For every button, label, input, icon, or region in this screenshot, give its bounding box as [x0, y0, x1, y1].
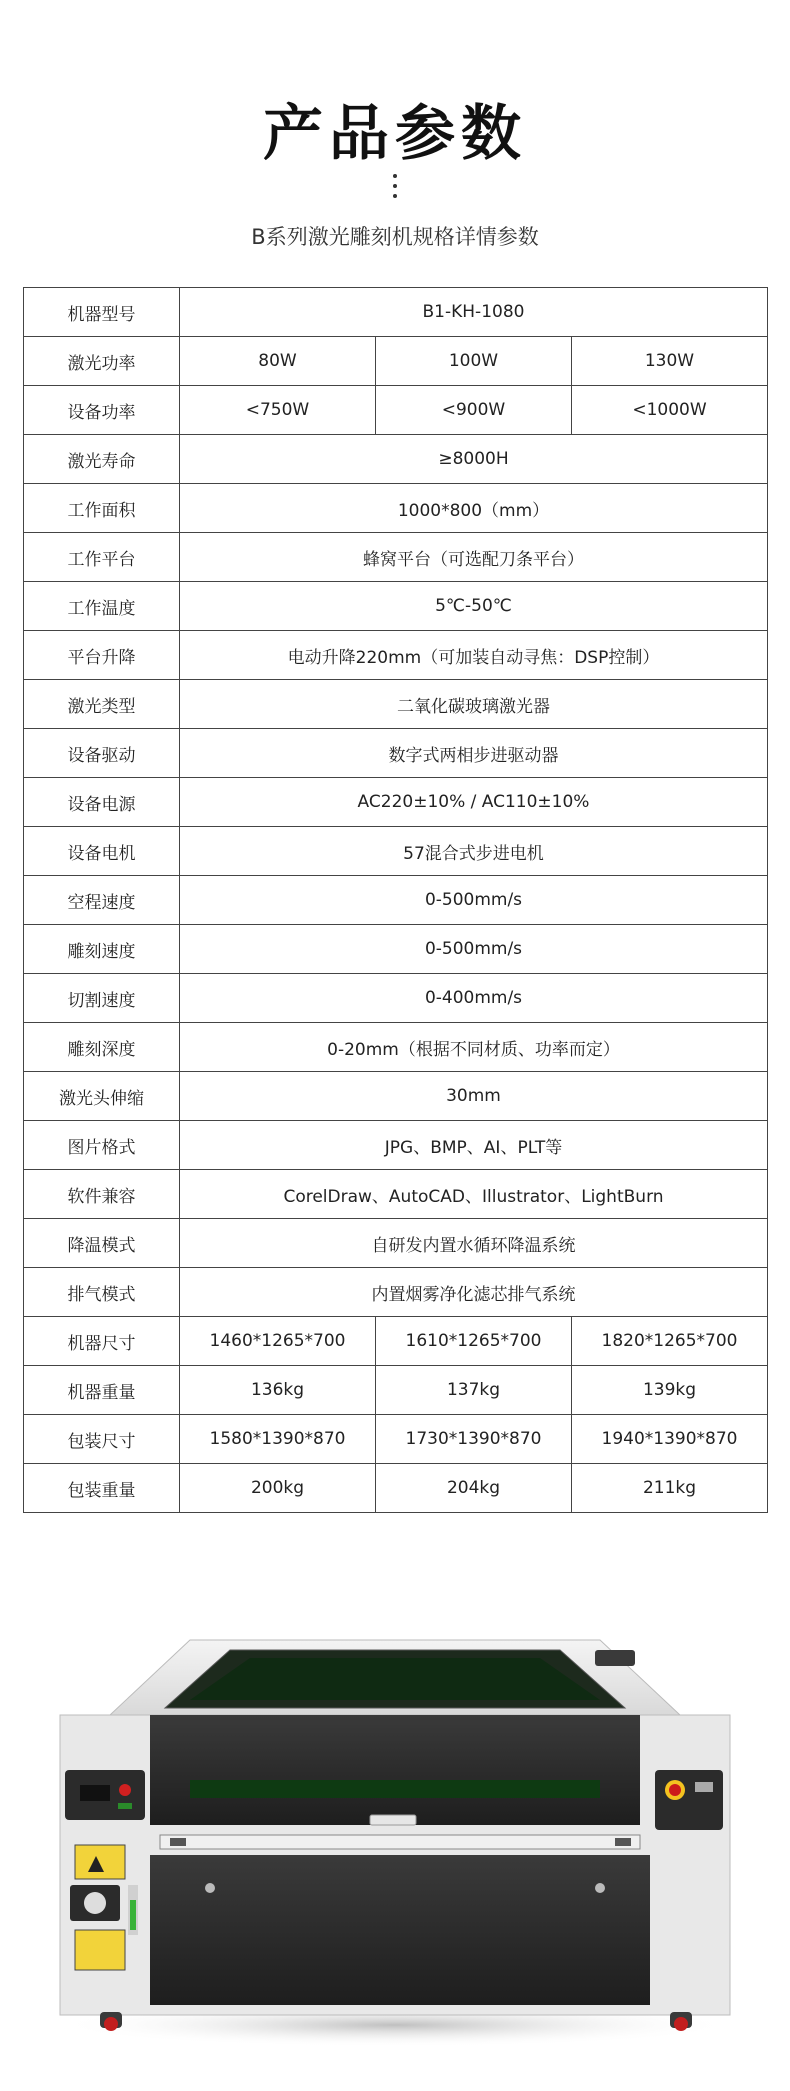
spec-label: 激光功率: [24, 337, 180, 386]
spec-row: [24, 1023, 768, 1072]
spec-label: 设备电机: [24, 827, 180, 876]
spec-row: [24, 386, 768, 435]
spec-value: B1-KH-1080: [180, 288, 768, 337]
spec-value: ≥8000H: [180, 435, 768, 484]
spec-label: 切割速度: [24, 974, 180, 1023]
spec-value: 1460*1265*700: [180, 1317, 376, 1366]
spec-value: 1000*800（mm）: [180, 484, 768, 533]
spec-value: 0-400mm/s: [180, 974, 768, 1023]
spec-value: 0-500mm/s: [180, 876, 768, 925]
spec-value: 蜂窝平台（可选配刀条平台）: [180, 533, 768, 582]
spec-row: [24, 876, 768, 925]
spec-row: [24, 1415, 768, 1464]
laser-engraver-machine-image: [40, 1620, 750, 2050]
spec-row: [24, 533, 768, 582]
spec-row: [24, 778, 768, 827]
spec-value: JPG、BMP、AI、PLT等: [180, 1121, 768, 1170]
spec-row: [24, 1121, 768, 1170]
spec-row: [24, 288, 768, 337]
spec-value: CorelDraw、AutoCAD、Illustrator、LightBurn: [180, 1170, 768, 1219]
spec-row: [24, 729, 768, 778]
spec-label: 机器尺寸: [24, 1317, 180, 1366]
spec-value: AC220±10% / AC110±10%: [180, 778, 768, 827]
spec-label: 图片格式: [24, 1121, 180, 1170]
spec-value: 200kg: [180, 1464, 376, 1513]
spec-row: [24, 680, 768, 729]
spec-value: 5℃-50℃: [180, 582, 768, 631]
spec-value: 0-20mm（根据不同材质、功率而定）: [180, 1023, 768, 1072]
spec-label: 降温模式: [24, 1219, 180, 1268]
spec-value: 自研发内置水循环降温系统: [180, 1219, 768, 1268]
page-subtitle: B系列激光雕刻机规格详情参数: [251, 225, 539, 249]
spec-table: [23, 287, 768, 1513]
spec-label: 软件兼容: [24, 1170, 180, 1219]
spec-row: [24, 1072, 768, 1121]
spec-label: 工作面积: [24, 484, 180, 533]
spec-value: 1580*1390*870: [180, 1415, 376, 1464]
spec-label: 排气模式: [24, 1268, 180, 1317]
spec-value: 内置烟雾净化滤芯排气系统: [180, 1268, 768, 1317]
spec-label: 设备功率: [24, 386, 180, 435]
spec-value: 139kg: [572, 1366, 768, 1415]
spec-label: 激光寿命: [24, 435, 180, 484]
spec-row: [24, 631, 768, 680]
spec-row: [24, 1268, 768, 1317]
spec-value: 0-500mm/s: [180, 925, 768, 974]
spec-label: 雕刻速度: [24, 925, 180, 974]
spec-value: 1940*1390*870: [572, 1415, 768, 1464]
spec-label: 雕刻深度: [24, 1023, 180, 1072]
spec-value: <900W: [376, 386, 572, 435]
spec-value: 1820*1265*700: [572, 1317, 768, 1366]
spec-label: 激光类型: [24, 680, 180, 729]
spec-row: [24, 435, 768, 484]
spec-label: 包装尺寸: [24, 1415, 180, 1464]
spec-label: 设备电源: [24, 778, 180, 827]
spec-row: [24, 974, 768, 1023]
spec-label: 包装重量: [24, 1464, 180, 1513]
spec-row: [24, 484, 768, 533]
spec-value: 1610*1265*700: [376, 1317, 572, 1366]
spec-value: 100W: [376, 337, 572, 386]
spec-value: 30mm: [180, 1072, 768, 1121]
spec-row: [24, 1464, 768, 1513]
spec-row: [24, 827, 768, 876]
spec-label: 空程速度: [24, 876, 180, 925]
spec-value: 80W: [180, 337, 376, 386]
spec-label: 设备驱动: [24, 729, 180, 778]
spec-value: 电动升降220mm（可加装自动寻焦：DSP控制）: [180, 631, 768, 680]
spec-value: 数字式两相步进驱动器: [180, 729, 768, 778]
spec-label: 机器型号: [24, 288, 180, 337]
spec-value: 1730*1390*870: [376, 1415, 572, 1464]
spec-value: <750W: [180, 386, 376, 435]
spec-value: 二氧化碳玻璃激光器: [180, 680, 768, 729]
spec-value: 130W: [572, 337, 768, 386]
spec-label: 工作温度: [24, 582, 180, 631]
spec-row: [24, 1317, 768, 1366]
spec-row: [24, 1219, 768, 1268]
spec-value: 57混合式步进电机: [180, 827, 768, 876]
page-title: 产品参数: [263, 99, 527, 169]
spec-row: [24, 1366, 768, 1415]
separator-dots: [393, 174, 397, 204]
spec-label: 机器重量: [24, 1366, 180, 1415]
spec-row: [24, 925, 768, 974]
spec-label: 激光头伸缩: [24, 1072, 180, 1121]
spec-value: 136kg: [180, 1366, 376, 1415]
spec-label: 平台升降: [24, 631, 180, 680]
spec-label: 工作平台: [24, 533, 180, 582]
spec-row: [24, 337, 768, 386]
spec-value: 204kg: [376, 1464, 572, 1513]
spec-value: 211kg: [572, 1464, 768, 1513]
spec-row: [24, 1170, 768, 1219]
spec-row: [24, 582, 768, 631]
spec-value: 137kg: [376, 1366, 572, 1415]
spec-value: <1000W: [572, 386, 768, 435]
